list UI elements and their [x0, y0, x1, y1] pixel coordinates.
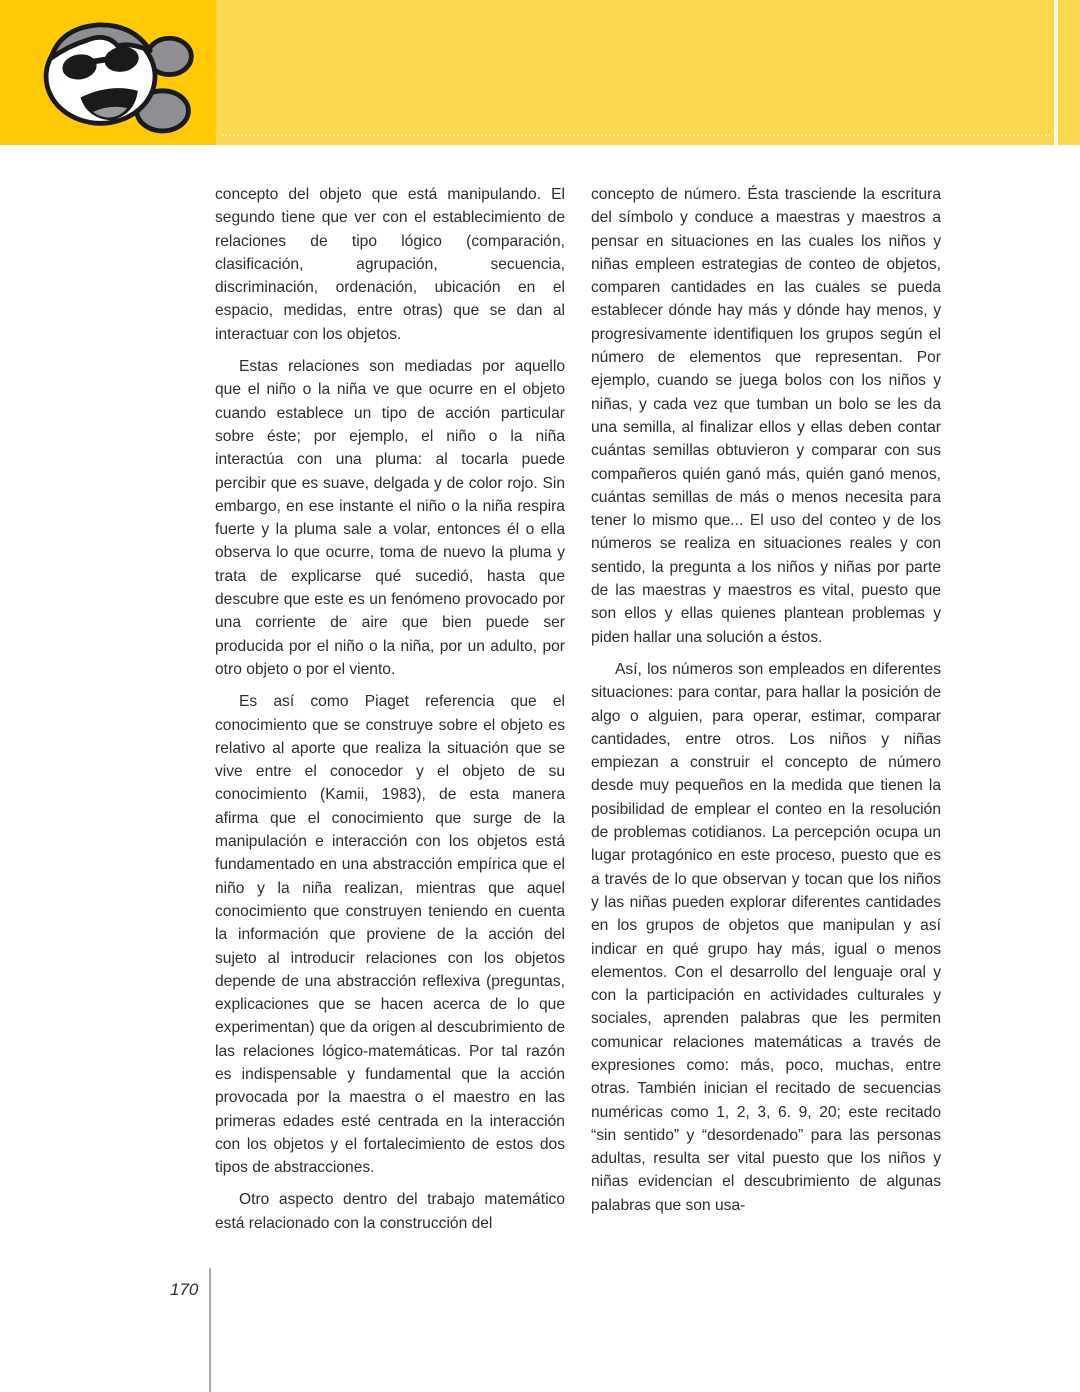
paragraph: concepto de número. Ésta trasciende la escritura del símbolo y conduce a maestras y maestros a pensar en situaciones en las cuales los niños y niñas empleen estrategias de conteo de objetos, comparen cantidades en las cuales se pueda establecer dónde hay más y dónde hay menos, y progresivamente identifiquen los grupos según el número de elementos que representan. Por ejemplo, cuando se juega bolos con los niños y niñas, y cada vez que tumban un bolo se les da una semilla, al finalizar ellos y ellas deben contar cuántas semillas obtuvieron y comparar con sus compañeros quién ganó más, quién ganó menos, cuántas semillas de más o menos necesita para tener lo mismo que... El uso del conteo y de los números se realiza en situaciones reales y con sentido, la pregunta a los niños y niñas por parte de las maestras y maestros es vital, puesto que son ellos y ellas quienes plantean problemas y piden hallar una solución a éstos. — [591, 186, 941, 646]
paragraph: Otro aspecto dentro del trabajo matemático está relacionado con la construcción del — [215, 1191, 565, 1232]
right-column — [591, 183, 941, 1244]
page-number: 170 — [170, 1280, 199, 1299]
footer-vertical-rule — [209, 1268, 211, 1392]
paragraph: Es así como Piaget referencia que el conocimiento que se construye sobre el objeto es relativo al aporte que realiza la situación que se vive entre el conocedor y el objeto de su conocimiento (Kamii, 1983), de esta manera afirma que el conocimiento que surge de la manipulación e interacción con los objetos está fundamentado en una abstracción empírica que el niño y la niña realizan, mientras que aquel conocimiento que construyen teniendo en cuenta la información que proviene de la acción del sujeto al introducir relaciones con los objetos depende de una abstracción reflexiva (preguntas, explicaciones que se hacen acerca de lo que experimentan) que da origen al descubrimiento de las relaciones lógico-matemáticas. Por tal razón es indispensable y fundamental que la acción provocada por la maestra o el maestro en las primeras edades esté centrada en la interacción con los objetos y el fortalecimiento de estos dos tipos de abstracciones. — [215, 693, 565, 1177]
text-columns — [215, 183, 941, 1244]
left-column — [215, 183, 565, 1244]
header-divider-line — [1054, 0, 1058, 145]
paragraph: Estas relaciones son mediadas por aquello que el niño o la niña ve que ocurre en el objeto cuando establece un tipo de acción particular sobre éste; por ejemplo, el niño o la niña interactúa con una pluma: al tocarla puede percibir que es suave, delgada y de color rojo. Sin embargo, en ese instante el niño o la niña respira fuerte y la pluma sale a volar, entonces él o ella observa lo que ocurre, toma de nuevo la pluma y trata de explicarse qué sucedió, hasta que descubre que este es un fenómeno provocado por una corriente de aire que bien puede ser producida por el niño o la niña, por un adulto, por otro objeto o por el viento. — [215, 358, 565, 678]
paragraph: Así, los números son empleados en diferentes situaciones: para contar, para hallar la posición de algo o alguien, para operar, estimar, comparar cantidades, entre otros. Los niños y niñas empiezan a construir el concepto de número desde muy pequeños en la medida que tienen la posibilidad de emplear el conteo en la resolución de problemas cotidianos. La percepción ocupa un lugar protagónico en este proceso, puesto que es a través de lo que observan y tocan que los niños y las niñas pueden explorar diferentes cantidades en los grupos de objetos que manipulan y así indicar en qué grupo hay más, igual o menos elementos. Con el desarrollo del lenguaje oral y con la participación en actividades culturales y sociales, aprenden palabras que les permiten comunicar relaciones matemáticas a través de expresiones como: más, poco, muchas, entre otras. También inician el recitado de secuencias numéricas como 1, 2, 3, 6. 9, 20; este recitado “sin sentido” y “desordenado” para las personas adultas, resulta ser vital puesto que los niños y niñas evidencian el descubrimiento de algunas palabras que son usa- — [591, 660, 941, 1214]
paragraph: concepto del objeto que está manipulando. El segundo tiene que ver con el establecimiento de relaciones de tipo lógico (comparación, clasificación, agrupación, secuencia, discriminación, ordenación, ubicación en el espacio, medidas, entre otras) que se dan al interactuar con los objetos. — [215, 186, 565, 343]
mascot-girl-sunglasses-icon — [26, 16, 198, 136]
header-band — [0, 0, 1080, 145]
header-dotted-line — [222, 134, 1050, 136]
